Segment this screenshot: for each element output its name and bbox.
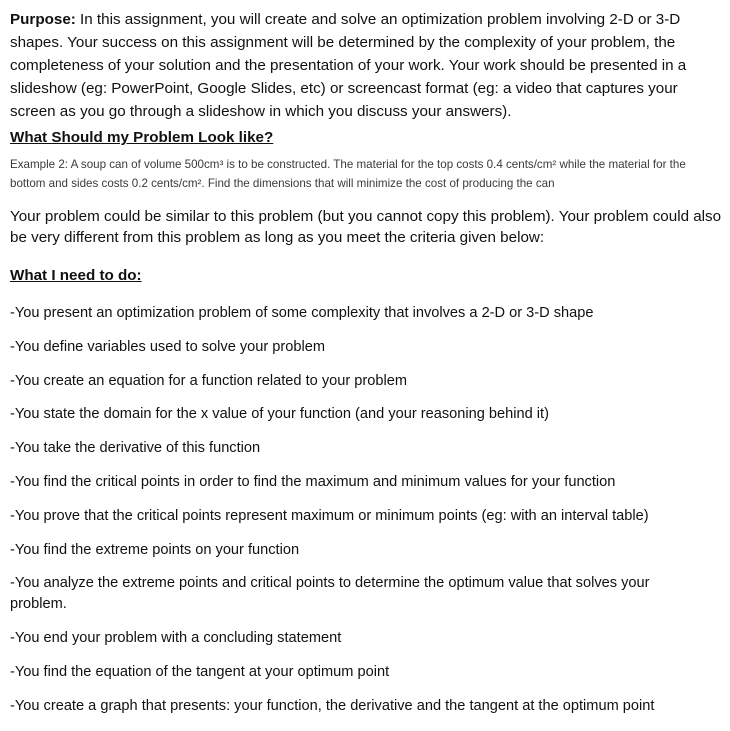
requirements-heading: What I need to do: [10, 267, 142, 284]
requirement-item: -You create an equation for a function related to your problem [10, 373, 407, 389]
requirement-item: -You find the extreme points on your function [10, 542, 300, 558]
similarity-note: Your problem could be similar to this problem (but you cannot copy this problem). Your problem could also be very different from this problem as long as you meet the criteria given below: [10, 208, 722, 246]
requirement-item: -You end your problem with a concluding statement [10, 630, 342, 646]
example-problem-text: Example 2: A soup can of volume 500cm³ is to be constructed. The material for the top costs 0.4 cents/cm² while the material for the bottom and sides costs 0.2 cents/cm². Find the dimensions that will minimize the cost of producing the can [10, 158, 686, 190]
requirement-item: -You state the domain for the x value of your function (and your reasoning behind it) [10, 406, 549, 422]
requirement-item: -You find the equation of the tangent at your optimum point [10, 664, 390, 680]
requirement-item: -You take the derivative of this function [10, 440, 261, 456]
requirement-item: -You create a graph that presents: your function, the derivative and the tangent at the optimum point [10, 698, 655, 714]
purpose-label: Purpose: [10, 11, 76, 28]
purpose-paragraph [10, 8, 722, 123]
requirement-item: -You define variables used to solve your problem [10, 339, 326, 355]
problem-example-heading: What Should my Problem Look like? [10, 129, 274, 146]
requirement-item: -You analyze the extreme points and critical points to determine the optimum value that solves your problem. [10, 575, 650, 612]
requirement-item: -You prove that the critical points represent maximum or minimum points (eg: with an interval table) [10, 508, 649, 524]
requirement-item: -You find the critical points in order to find the maximum and minimum values for your function [10, 474, 616, 490]
purpose-text: In this assignment, you will create and solve an optimization problem involving 2-D or 3-D shapes. Your success on this assignment will be determined by the complexity of your problem, the completeness of your solution and the presentation of your work. Your work should be presented in a slideshow (eg: PowerPoint, Google Slides, etc) or screencast format (eg: a video that captures your screen as you go through a slideshow in which you discuss your answers). [10, 11, 687, 120]
requirement-item: -You present an optimization problem of some complexity that involves a 2-D or 3-D shape [10, 305, 594, 321]
